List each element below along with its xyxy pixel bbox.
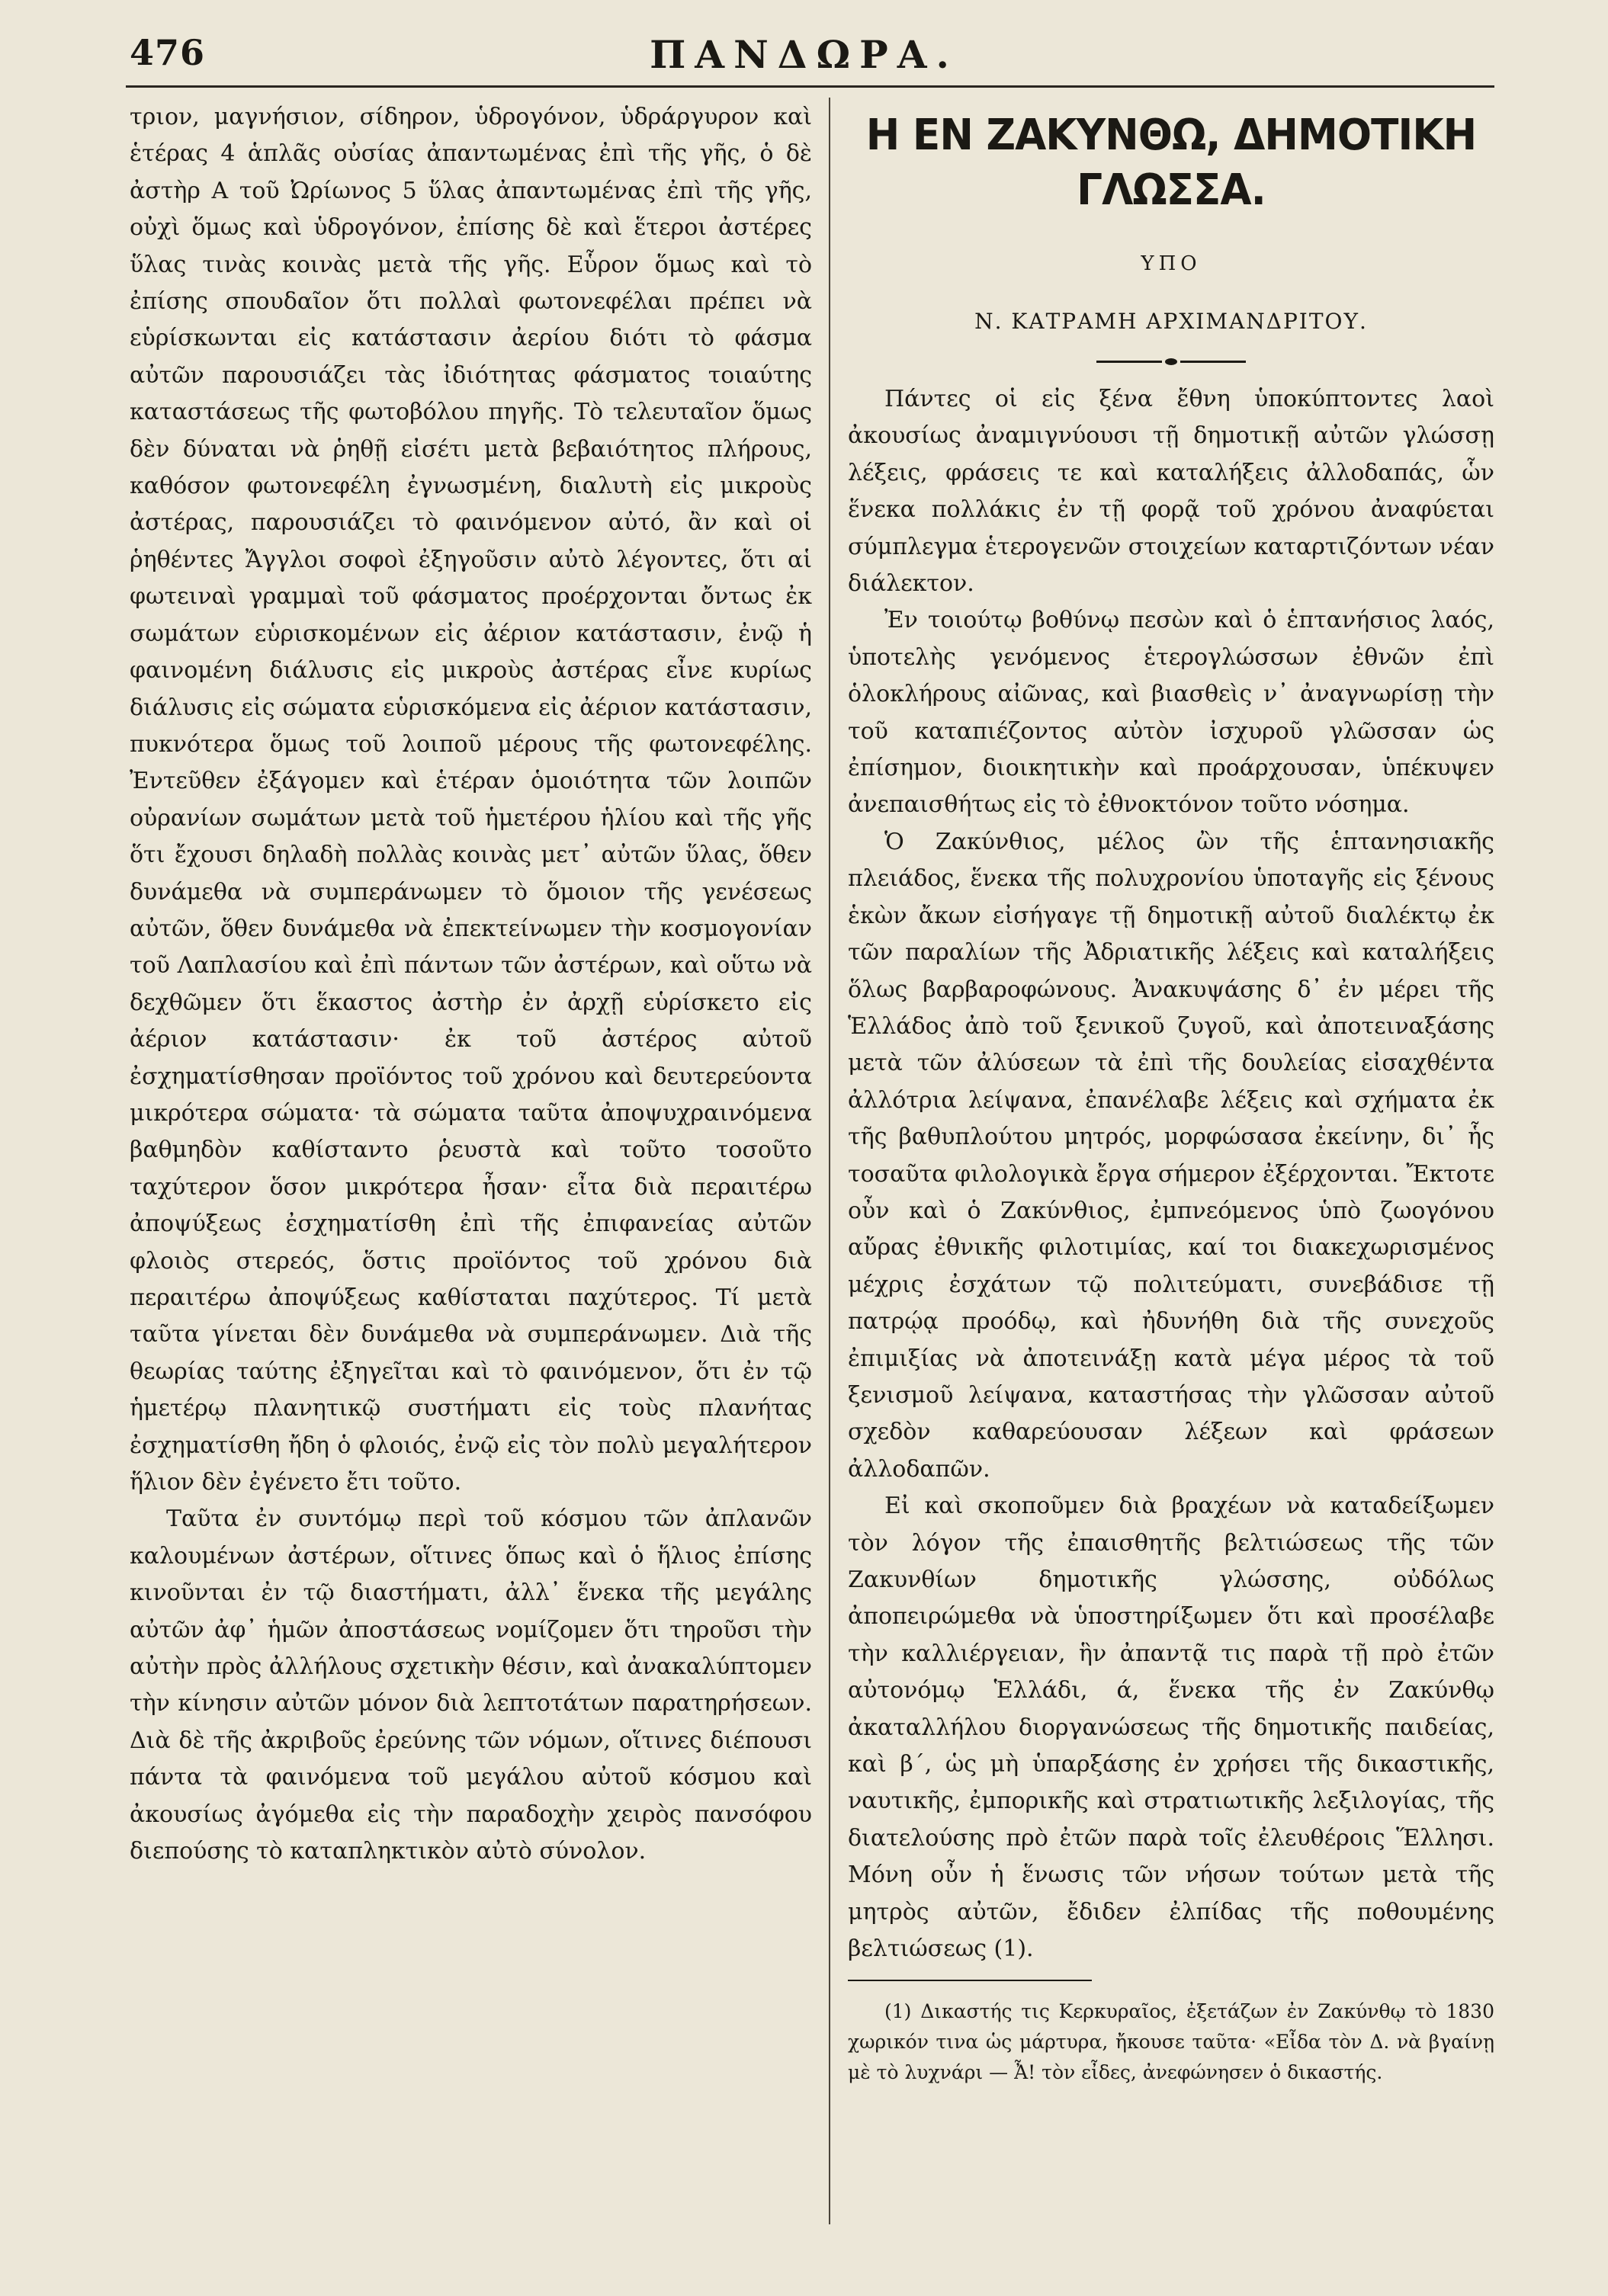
header-rule: [126, 85, 1494, 88]
left-paragraph-1: τριον, μαγνήσιον, σίδηρον, ὑδρογόνον, ὑδράργυρον καὶ ἑτέρας 4 ἁπλᾶς οὐσίας ἀπαντωμένας ἐπὶ τῆς γῆς, ὁ δὲ ἀστὴρ Α τοῦ Ὠρίωνος 5 ὕλας ἀπαντωμένας ἐπὶ τῆς γῆς, οὐχὶ ὅμως καὶ ὑδρογόνον, ἐπίσης δὲ καὶ ἕτεροι ἀστέρες ὕλας τινὰς κοινὰς μετὰ τῆς γῆς. Εὗρον ὅμως καὶ τὸ ἐπίσης σπουδαῖον ὅτι πολλαὶ φωτονεφέλαι πρέπει νὰ εὑρίσκωνται εἰς κατάστασιν ἀερίου διότι τὸ φάσμα αὐτῶν παρουσιάζει τὰς ἰδιότητας φάσματος τοιαύτης καταστάσεως τῆς φωτοβόλου πηγῆς. Τὸ τελευταῖον ὅμως δὲν δύναται νὰ ῥηθῇ εἰσέτι μετὰ βεβαιότητος πλήρους, καθόσον φωτονεφέλη ἐγνωσμένη, διαλυτὴ εἰς μικροὺς ἀστέρας, παρουσιάζει τὸ φαινόμενον αὐτό, ἂν καὶ οἱ ῥηθέντες Ἄγγλοι σοφοὶ ἐξηγοῦσιν αὐτὸ λέγοντες, ὅτι αἱ φωτειναὶ γραμμαὶ τοῦ φάσματος προέρχονται ὄντως ἐκ σωμάτων εὑρισκομένων εἰς ἀέριον κατάστασιν, ἐνῷ ἡ φαινομένη διάλυσις εἰς μικροὺς ἀστέρας εἶνε κυρίως διάλυσις εἰς σώματα εὑρισκόμενα εἰς ἀέριον κατάστασιν, πυκνότερα ὅμως τοῦ λοιποῦ μέρους τῆς φωτονεφέλης. Ἐντεῦθεν ἐξάγομεν καὶ ἑτέραν ὁμοιότητα τῶν λοιπῶν οὐρανίων σωμάτων μετὰ τοῦ ἡμετέρου ἡλίου καὶ τῆς γῆς ὅτι ἔχουσι δηλαδὴ πολλὰς κοινὰς μετ᾽ αὐτῶν ὕλας, ὅθεν δυνάμεθα νὰ συμπεράνωμεν τὸ ὅμοιον τῆς γενέσεως αὐτῶν, ὅθεν δυνάμεθα νὰ ἐπεκτείνωμεν τὴν κοσμογονίαν τοῦ Λαπλασίου καὶ ἐπὶ πάντων τῶν ἀστέρων, καὶ οὕτω νὰ δεχθῶμεν ὅτι ἕκαστος ἀστὴρ ἐν ἀρχῇ εὑρίσκετο εἰς ἀέριον κατάστασιν· ἐκ τοῦ ἀστέρος αὐτοῦ ἐσχηματίσθησαν προϊόντος τοῦ χρόνου καὶ δευτερεύοντα μικρότερα σώματα· τὰ σώματα ταῦτα ἀποψυχραινόμενα βαθμηδὸν καθίσταντο ῥευστὰ καὶ τοῦτο τοσοῦτο ταχύτερον ὅσον μικρότερα ἦσαν· εἶτα διὰ περαιτέρω ἀποψύξεως ἐσχηματίσθη ἐπὶ τῆς ἐπιφανείας αὐτῶν φλοιὸς στερεός, ὅστις προϊόντος τοῦ χρόνου διὰ περαιτέρω ἀποψύξεως καθίσταται παχύτερος. Τί μετὰ ταῦτα γίνεται δὲν δυνάμεθα νὰ συμπεράνωμεν. Διὰ τῆς θεωρίας ταύτης ἐξηγεῖται καὶ τὸ φαινόμενον, ὅτι ἐν τῷ ἡμετέρῳ πλανητικῷ συστήματι εἰς τοὺς πλανήτας ἐσχηματίσθη ἤδη ὁ φλοιός, ἐνῷ εἰς τὸν πολὺ μεγαλήτερον ἥλιον δὲν ἐγένετο ἔτι τοῦτο.: [130, 104, 812, 1496]
left-paragraph-2: Ταῦτα ἐν συντόμῳ περὶ τοῦ κόσμου τῶν ἀπλανῶν καλουμένων ἀστέρων, οἵτινες ὅπως καὶ ὁ ἥλιος ἐπίσης κινοῦνται ἐν τῷ διαστήματι, ἀλλ᾽ ἕνεκα τῆς μεγάλης αὐτῶν ἀφ᾽ ἡμῶν ἀποστάσεως νομίζομεν ὅτι τηροῦσι τὴν αὐτὴν πρὸς ἀλλήλους σχετικὴν θέσιν, καὶ ἀνακαλύπτομεν τὴν κίνησιν αὐτῶν μόνον διὰ λεπτοτάτων παρατηρήσεων. Διὰ δὲ τῆς ἀκριβοῦς ἐρεύνης τῶν νόμων, οἵτινες διέπουσι πάντα τὰ φαινόμενα τοῦ μεγάλου αὐτοῦ κόσμου καὶ ἀκουσίως ἀγόμεθα εἰς τὴν παραδοχὴν χειρὸς πανσόφου διεπούσης τὸ καταπληκτικὸν αὐτὸ σύνολον.: [130, 1506, 812, 1865]
journal-title: ΠΑΝΔΩΡΑ.: [650, 32, 958, 77]
footnote-rule: [848, 1980, 1092, 1981]
byline-prefix: ΥΠΟ: [1141, 252, 1202, 275]
footnote: (1) Δικαστής τις Κερκυραῖος, ἐξετάζων ἐν Ζακύνθῳ τὸ 1830 χωρικόν τινα ὡς μάρτυρα, ἤκουσε ταῦτα· «Εἶδα τὸν Δ. νὰ βγαίνῃ μὲ τὸ λυχνάρι — Ἆ! τὸν εἶδες, ἀνεφώνησεν ὁ δικαστής.: [848, 2000, 1494, 2084]
right-paragraph-4: Εἰ καὶ σκοποῦμεν διὰ βραχέων νὰ καταδείξωμεν τὸν λόγον τῆς ἐπαισθητῆς βελτιώσεως τῆς τῶν Ζακυνθίων δημοτικῆς γλώσσης, οὐδόλως ἀποπειρώμεθα νὰ ὑποστηρίξωμεν ὅτι καὶ προσέλαβε τὴν καλλιέργειαν, ἣν ἀπαντᾷ τις παρὰ τῇ πρὸ ἐτῶν αὐτονόμῳ Ἑλλάδι, ά, ἕνεκα τῆς ἐν Ζακύνθῳ ἀκαταλλήλου διοργανώσεως τῆς δημοτικῆς παιδείας, καὶ β΄, ὡς μὴ ὑπαρξάσης ἐν χρήσει τῆς δικαστικῆς, ναυτικῆς, ἐμπορικῆς καὶ στρατιωτικῆς λεξιλογίας, τῆς διατελούσης πρὸ ἐτῶν παρὰ τοῖς ἐλευθέροις Ἕλλησι. Μόνη οὖν ἡ ἕνωσις τῶν νήσων τούτων μετὰ τῆς μητρὸς αὐτῶν, ἔδιδεν ἐλπίδας τῆς ποθουμένης βελτιώσεως (1).: [848, 1493, 1494, 1963]
article-body: [848, 381, 1494, 1967]
page-number: 476: [130, 32, 206, 73]
ornament-divider: [848, 342, 1494, 381]
byline-author: Ν. ΚΑΤΡΑΜΗ ΑΡΧΙΜΑΝΔΡΙΤΟΥ.: [974, 309, 1368, 334]
article-title: Η ΕΝ ΖΑΚΥΝΘΩ, ΔΗΜΟΤΙΚΗ ΓΛΩΣΣΑ.: [865, 111, 1477, 215]
right-column: [848, 99, 1494, 2088]
right-paragraph-1: Πάντες οἱ εἰς ξένα ἔθνη ὑποκύπτοντες λαοὶ ἀκουσίως ἀναμιγνύουσι τῇ δημοτικῇ αὐτῶν γλώσσῃ λέξεις, φράσεις τε καὶ καταλήξεις ἀλλοδαπάς, ὧν ἕνεκα πολλάκις ἐν τῇ φορᾷ τοῦ χρόνου ἀναφύεται σύμπλεγμα ἑτερογενῶν στοιχείων καταρτιζόντων νέαν διάλεκτον.: [848, 386, 1494, 598]
right-paragraph-3: Ὁ Ζακύνθιος, μέλος ὢν τῆς ἑπτανησιακῆς πλειάδος, ἕνεκα τῆς πολυχρονίου ὑποταγῆς εἰς ξένους ἑκὼν ἄκων εἰσήγαγε τῇ δημοτικῇ αὐτοῦ διαλέκτῳ ἐκ τῶν παραλίων τῆς Ἀδριατικῆς λέξεις καὶ καταλήξεις ὅλως βαρβαροφώνους. Ἀνακυψάσης δ᾽ ἐν μέρει τῆς Ἑλλάδος ἀπὸ τοῦ ξενικοῦ ζυγοῦ, καὶ ἀποτειναξάσης μετὰ τῶν ἀλύσεων τὰ ἐπὶ τῆς δουλείας εἰσαχθέντα ἀλλότρια λείψανα, ἐπανέλαβε λέξεις καὶ σχήματα ἐκ τῆς βαθυπλούτου μητρός, μορφώσασα ἐκείνην, δι᾽ ἧς τοσαῦτα φιλολογικὰ ἔργα σήμερον ἐξέρχονται. Ἔκτοτε οὖν καὶ ὁ Ζακύνθιος, ἐμπνεόμενος ὑπὸ ζωογόνου αὔρας ἐθνικῆς φιλοτιμίας, καί τοι διακεχωρισμένος μέχρις ἐσχάτων τῷ πολιτεύματι, συνεβάδισε τῇ πατρῴᾳ προόδῳ, καὶ ἠδυνήθη διὰ τῆς συνεχοῦς ἐπιμιξίας νὰ ἀποτεινάξῃ κατὰ μέγα μέρος τὰ τοῦ ξενισμοῦ λείψανα, καταστήσας τὴν γλῶσσαν αὐτοῦ σχεδὸν καθαρεύουσαν λέξεων καὶ φράσεων ἀλλοδαπῶν.: [848, 828, 1494, 1483]
column-divider: [829, 98, 830, 2224]
right-paragraph-2: Ἐν τοιούτῳ βοθύνῳ πεσὼν καὶ ὁ ἑπτανήσιος λαός, ὑποτελὴς γενόμενος ἑτερογλώσσων ἐθνῶν ἐπὶ ὁλοκλήρους αἰῶνας, καὶ βιασθεὶς ν᾽ ἀναγνωρίσῃ τὴν τοῦ καταπιέζοντος αὐτὸν ἰσχυροῦ γλῶσσαν ὡς ἐπίσημον, διοικητικὴν καὶ προάρχουσαν, ὑπέκυψεν ἀνεπαισθήτως εἰς τὸ ἐθνοκτόνον τοῦτο νόσημα.: [848, 607, 1494, 819]
left-column: [130, 99, 812, 1871]
